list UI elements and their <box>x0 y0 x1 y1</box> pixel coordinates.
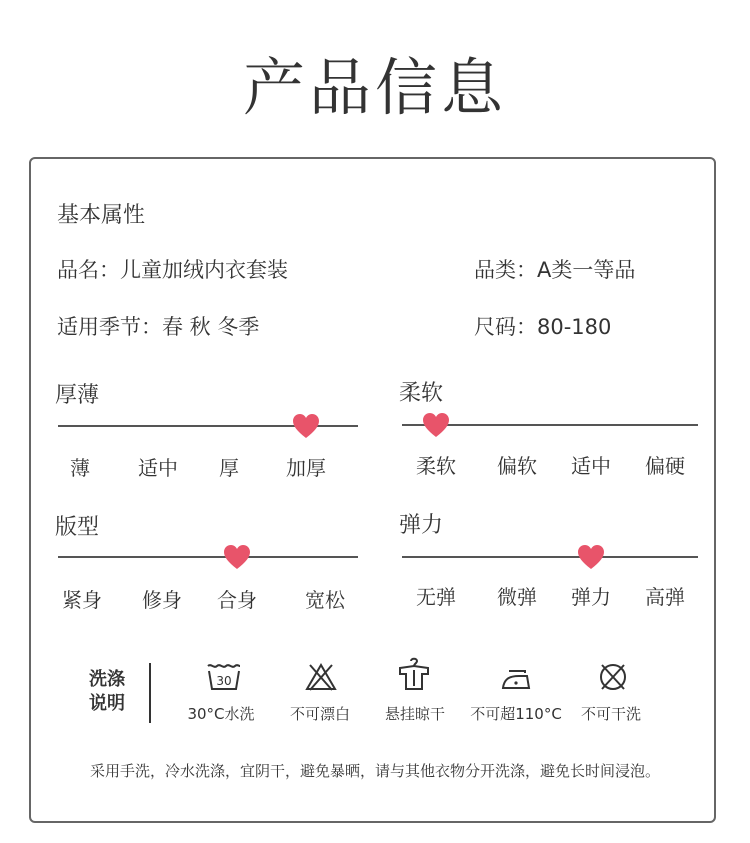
product-name: 品名：儿童加绒内衣套装 <box>57 258 288 282</box>
wash-30-icon-text: 30 <box>216 674 232 688</box>
hang-dry-icon <box>397 656 431 692</box>
care-heading-line2: 说明 <box>89 693 125 714</box>
scale-softness-label: 柔软 <box>416 454 456 478</box>
scale-thickness-label: 薄 <box>70 456 90 480</box>
scale-fit-heart-icon <box>223 544 251 570</box>
scale-elasticity-heart-icon <box>577 544 605 570</box>
scale-fit-label: 合身 <box>217 588 257 612</box>
scale-fit-label: 紧身 <box>62 588 102 612</box>
page-title: 产品信息 <box>242 51 507 124</box>
scale-softness-heart-icon <box>422 412 450 438</box>
scale-fit-label: 修身 <box>142 588 182 612</box>
care-label: 悬挂晾干 <box>384 705 446 723</box>
product-season: 适用季节：春 秋 冬季 <box>57 315 260 339</box>
product-category: 品类：A类一等品 <box>474 258 636 282</box>
care-heading-line1: 洗涤 <box>89 669 125 690</box>
scale-elasticity-label: 弹力 <box>571 585 611 609</box>
scale-fit-track <box>58 556 358 558</box>
product-size: 尺码：80-180 <box>474 315 612 339</box>
care-heading <box>82 668 132 716</box>
scale-softness-label: 偏软 <box>497 454 537 478</box>
scale-fit-title: 版型 <box>55 515 100 540</box>
no-bleach-icon <box>305 662 337 692</box>
scale-elasticity-track <box>402 556 698 558</box>
no-dry-clean-icon <box>597 662 629 692</box>
scale-fit-label: 宽松 <box>305 588 345 612</box>
scale-thickness-title: 厚薄 <box>55 383 100 408</box>
care-label: 不可超110°C <box>470 705 562 723</box>
scale-elasticity-label: 无弹 <box>416 585 456 609</box>
scale-softness-label: 偏硬 <box>645 454 685 478</box>
scale-thickness-heart-icon <box>292 413 320 439</box>
scale-thickness-label: 适中 <box>138 456 178 480</box>
wash-30-icon <box>206 662 242 692</box>
scale-thickness-label: 加厚 <box>286 456 326 480</box>
scale-thickness-label: 厚 <box>219 456 239 480</box>
scale-elasticity-label: 微弹 <box>497 585 537 609</box>
care-note: 采用手洗，冷水洗涤，宜阴干，避免暴晒，请与其他衣物分开洗涤，避免长时间浸泡。 <box>89 762 660 780</box>
scale-elasticity-title: 弹力 <box>399 513 444 538</box>
care-label: 不可干洗 <box>580 705 642 723</box>
care-label: 30°C水洗 <box>187 705 255 723</box>
scale-elasticity-label: 高弹 <box>645 585 685 609</box>
care-label: 不可漂白 <box>289 705 351 723</box>
scale-softness-label: 适中 <box>571 454 611 478</box>
care-divider <box>149 663 151 723</box>
scale-softness-title: 柔软 <box>399 381 444 406</box>
iron-icon <box>499 668 533 692</box>
basic-heading: 基本属性 <box>57 203 146 228</box>
